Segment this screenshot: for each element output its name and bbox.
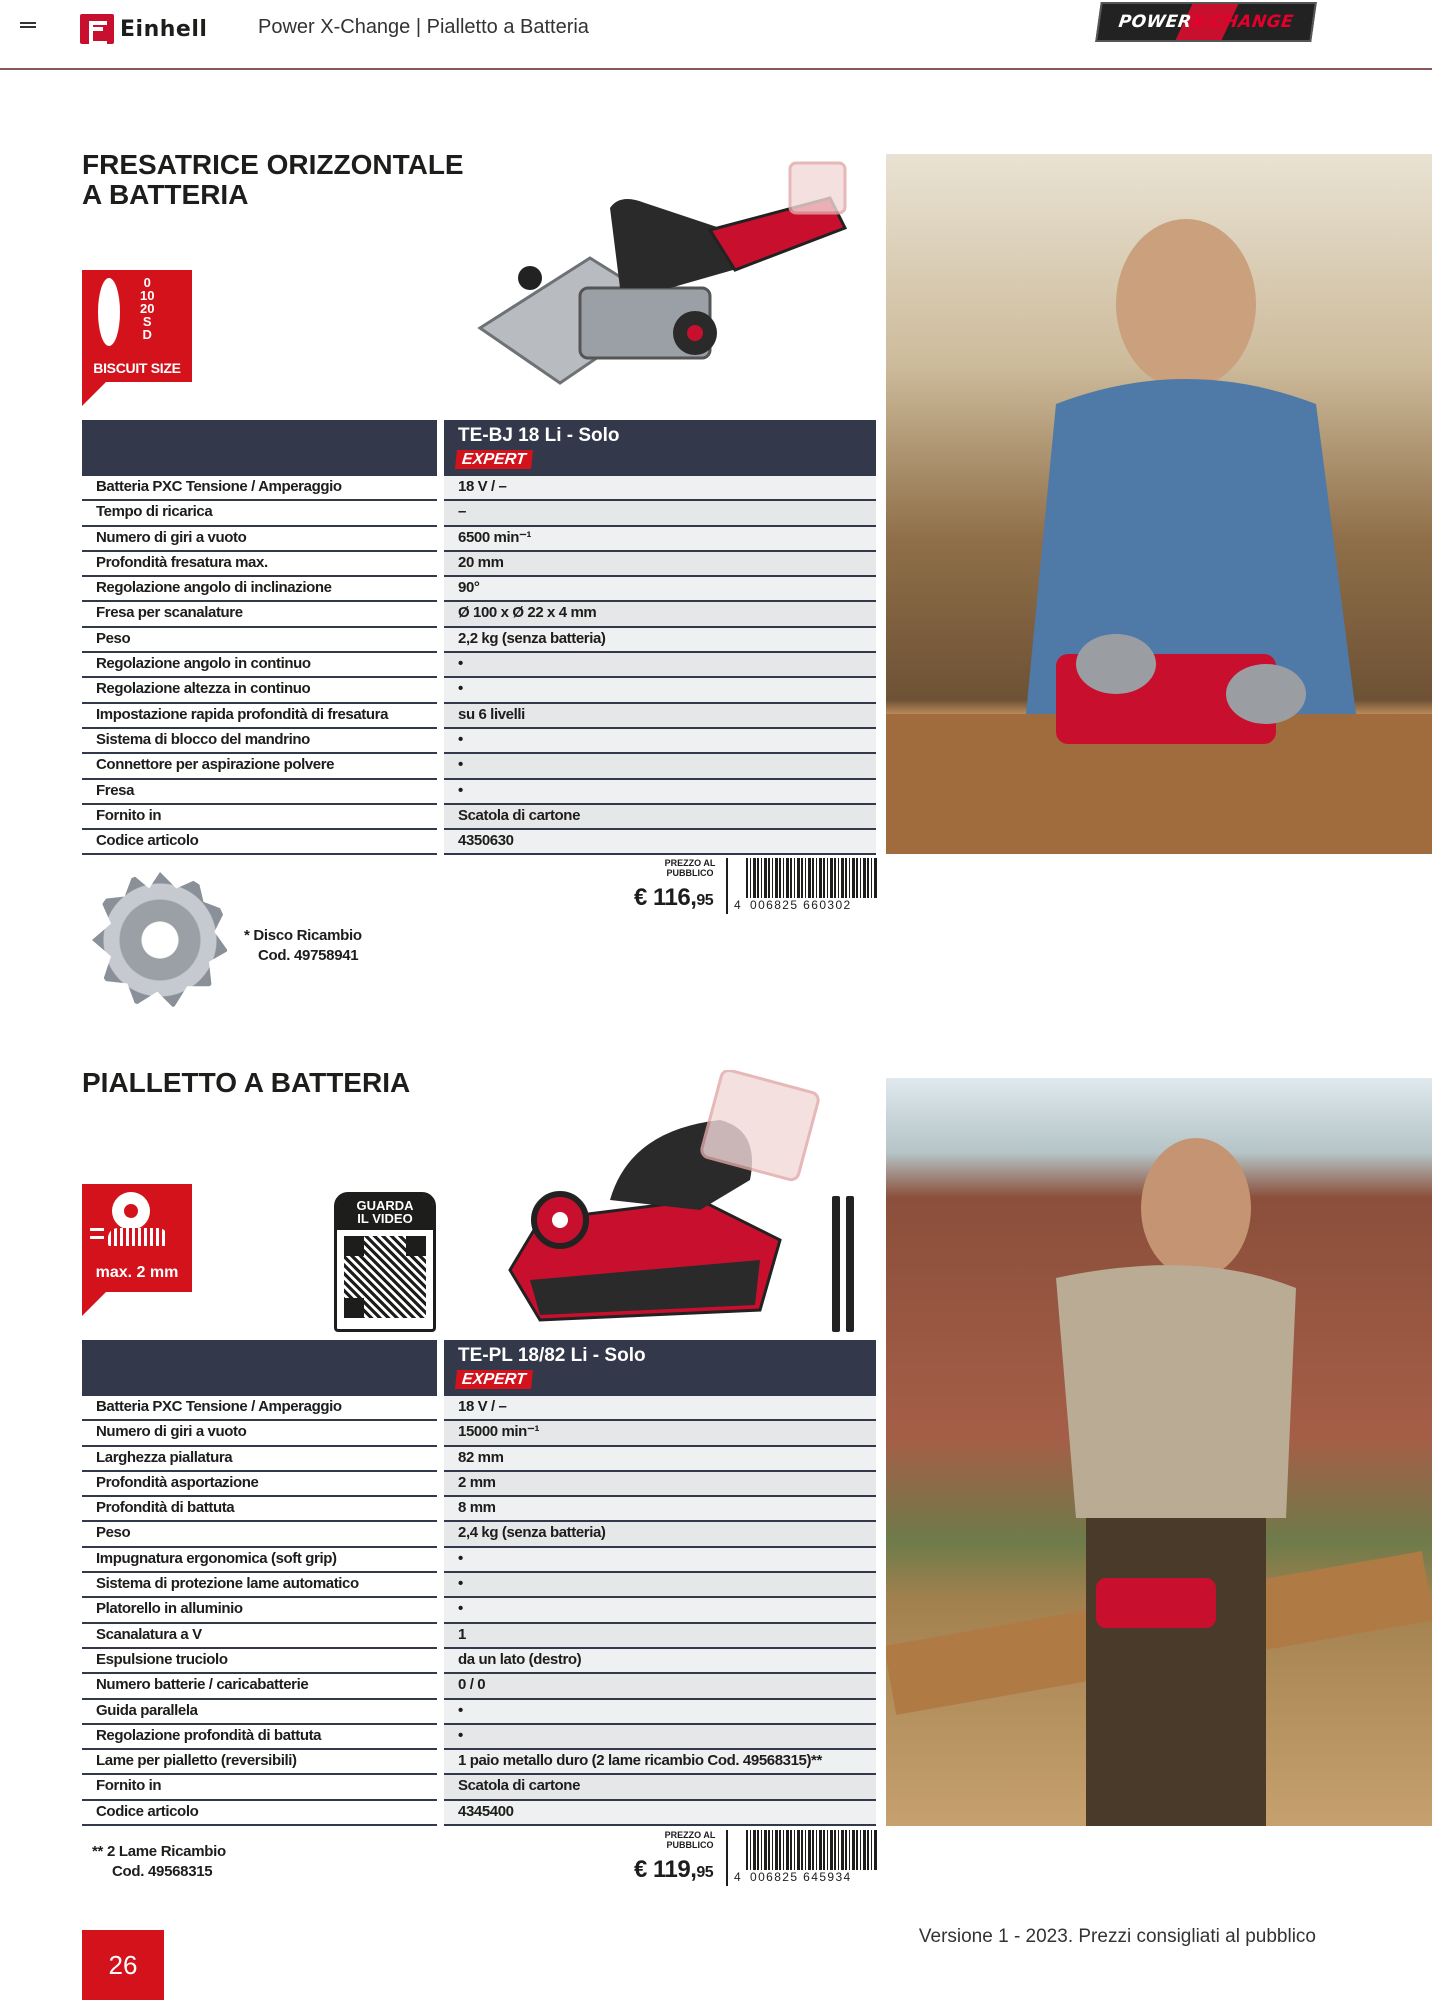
expert-badge: EXPERT: [455, 1370, 533, 1389]
spec-row: [82, 476, 876, 501]
spec-value: Ø 100 x Ø 22 x 4 mm: [444, 602, 876, 627]
brand-name: Einhell: [120, 16, 208, 42]
spec-label: Peso: [82, 1522, 437, 1547]
spec-label: Tempo di ricarica: [82, 501, 437, 526]
spec-value: •: [444, 1573, 876, 1598]
spec-label: Sistema di protezione lame automatico: [82, 1573, 437, 1598]
spec-label: Espulsione truciolo: [82, 1649, 437, 1674]
spec-value: •: [444, 1725, 876, 1750]
spec-value: –: [444, 501, 876, 526]
spec-label: Numero di giri a vuoto: [82, 1421, 437, 1446]
spec-label: Scanalatura a V: [82, 1624, 437, 1649]
planer-depth-icon: [112, 1192, 150, 1230]
page-number: 26: [82, 1930, 164, 2000]
spec-row: [82, 1548, 876, 1573]
model-name: TE-PL 18/82 Li - Solo: [458, 1345, 646, 1366]
section1-footnote: * Disco Ricambio Cod. 49758941: [244, 927, 362, 964]
spec-value: da un lato (destro): [444, 1649, 876, 1674]
spec-row: [82, 729, 876, 754]
spec-row: [82, 830, 876, 855]
spec-label: Regolazione profondità di battuta: [82, 1725, 437, 1750]
spec-value: 18 V / –: [444, 476, 876, 501]
spec-row: [82, 1750, 876, 1775]
spec-label: Regolazione altezza in continuo: [82, 678, 437, 703]
spec-label: Regolazione angolo in continuo: [82, 653, 437, 678]
spec-row: [82, 1801, 876, 1826]
spec-row: [82, 1522, 876, 1547]
spec-value: 18 V / –: [444, 1396, 876, 1421]
spec-row: [82, 1624, 876, 1649]
spec-row: [82, 1674, 876, 1699]
spec-value: •: [444, 678, 876, 703]
spec-value: •: [444, 1548, 876, 1573]
spec-label: Profondità asportazione: [82, 1472, 437, 1497]
spec-row: [82, 678, 876, 703]
spec-value: •: [444, 653, 876, 678]
einhell-logo-mark: [80, 14, 114, 44]
spec-value: 15000 min⁻¹: [444, 1421, 876, 1446]
barcode: 4 006825 660302: [734, 858, 878, 914]
spec-label: Fresa: [82, 780, 437, 805]
biscuit-joiner-lifestyle-photo: [886, 154, 1432, 854]
power-x-change-logo: POWERX-CHANGE: [1095, 2, 1317, 42]
spec-row: [82, 501, 876, 526]
spec-label: Profondità fresatura max.: [82, 552, 437, 577]
spec-value: 4350630: [444, 830, 876, 855]
spec-label: Codice articolo: [82, 830, 437, 855]
spec-row: [82, 1775, 876, 1800]
spec-value: 6500 min⁻¹: [444, 527, 876, 552]
spec-label: Codice articolo: [82, 1801, 437, 1826]
price-label: PREZZO AL PUBBLICO: [664, 1830, 716, 1850]
spec-row: [82, 805, 876, 830]
price: € 119,95: [634, 1856, 714, 1883]
spec-label: Regolazione angolo di inclinazione: [82, 577, 437, 602]
spec-value: 82 mm: [444, 1447, 876, 1472]
footer-text: Versione 1 - 2023. Prezzi consigliati al pubblico: [918, 1926, 1316, 1947]
menu-icon[interactable]: [20, 20, 36, 34]
spec-label: Batteria PXC Tensione / Amperaggio: [82, 1396, 437, 1421]
section1-title-line1: FRESATRICE ORIZZONTALE: [82, 149, 464, 180]
spec-row: [82, 628, 876, 653]
header-title: Power X-Change | Pialletto a Batteria: [258, 16, 589, 38]
max-depth-badge: [82, 1184, 192, 1292]
spec-value: •: [444, 754, 876, 779]
section1-title-line2: A BATTERIA: [82, 179, 249, 210]
spec-value: 2,4 kg (senza batteria): [444, 1522, 876, 1547]
spec-row: [82, 653, 876, 678]
qr-code-icon: [344, 1236, 426, 1318]
spec-table-header: [82, 1340, 876, 1396]
spec-value: su 6 livelli: [444, 704, 876, 729]
spec-value: 90°: [444, 577, 876, 602]
model-name: TE-BJ 18 Li - Solo: [458, 425, 620, 446]
spec-label: Sistema di blocco del mandrino: [82, 729, 437, 754]
spec-row: [82, 1649, 876, 1674]
spec-value: •: [444, 1598, 876, 1623]
spec-label: Fornito in: [82, 1775, 437, 1800]
spec-value: Scatola di cartone: [444, 1775, 876, 1800]
spare-blades-image: [832, 1196, 858, 1332]
section1-spec-table: [82, 420, 876, 855]
spec-row: [82, 1396, 876, 1421]
spec-table-header: [82, 420, 876, 476]
spec-row: [82, 527, 876, 552]
spec-value: •: [444, 729, 876, 754]
qr-label: GUARDA IL VIDEO: [337, 1195, 433, 1230]
spec-value: •: [444, 1700, 876, 1725]
section2-spec-table: [82, 1340, 876, 1826]
spec-row: [82, 1447, 876, 1472]
spec-value: 0 / 0: [444, 1674, 876, 1699]
spec-value: Scatola di cartone: [444, 805, 876, 830]
spec-row: [82, 1573, 876, 1598]
spec-row: [82, 1700, 876, 1725]
spec-row: [82, 1598, 876, 1623]
spec-row: [82, 602, 876, 627]
spec-value: •: [444, 780, 876, 805]
spec-label: Larghezza piallatura: [82, 1447, 437, 1472]
spec-label: Fresa per scanalature: [82, 602, 437, 627]
badge-label: BISCUIT SIZE: [93, 360, 181, 376]
biscuit-joiner-product-image: [470, 158, 850, 398]
spec-label: Numero batterie / caricabatterie: [82, 1674, 437, 1699]
expert-badge: EXPERT: [455, 450, 533, 469]
spec-label: Impostazione rapida profondità di fresatura: [82, 704, 437, 729]
spec-value: 2,2 kg (senza batteria): [444, 628, 876, 653]
section1-title: [82, 150, 464, 210]
spec-row: [82, 1472, 876, 1497]
price-label: PREZZO AL PUBBLICO: [664, 858, 716, 878]
spec-row: [82, 552, 876, 577]
einhell-logo: [80, 14, 207, 44]
barcode: 4 006825 645934: [734, 1830, 878, 1886]
spare-disc-image: [92, 872, 228, 1008]
spec-label: Connettore per aspirazione polvere: [82, 754, 437, 779]
spec-row: [82, 1725, 876, 1750]
spec-row: [82, 704, 876, 729]
spec-row: [82, 1421, 876, 1446]
spec-label: Guida parallela: [82, 1700, 437, 1725]
section2-footnote: ** 2 Lame Ricambio Cod. 49568315: [92, 1843, 226, 1880]
spec-row: [82, 577, 876, 602]
section2-title: PIALLETTO A BATTERIA: [82, 1067, 411, 1098]
spec-value: 4345400: [444, 1801, 876, 1826]
spec-label: Numero di giri a vuoto: [82, 527, 437, 552]
price: € 116,95: [634, 884, 714, 911]
planer-product-image: [500, 1070, 820, 1330]
spec-label: Platorello in alluminio: [82, 1598, 437, 1623]
spec-value: 8 mm: [444, 1497, 876, 1522]
spec-value: 2 mm: [444, 1472, 876, 1497]
spec-row: [82, 780, 876, 805]
spec-row: [82, 1497, 876, 1522]
spec-value: 20 mm: [444, 552, 876, 577]
page-header: [0, 0, 1432, 70]
planer-lifestyle-photo: [886, 1078, 1432, 1826]
video-qr-code[interactable]: [334, 1192, 436, 1332]
spec-label: Impugnatura ergonomica (soft grip): [82, 1548, 437, 1573]
spec-label: Batteria PXC Tensione / Amperaggio: [82, 476, 437, 501]
spec-label: Peso: [82, 628, 437, 653]
biscuit-icon: [98, 278, 120, 346]
biscuit-sizes: 0 10 20 S D: [140, 275, 155, 342]
spec-value: 1: [444, 1624, 876, 1649]
biscuit-size-badge: [82, 270, 192, 382]
badge-label: max. 2 mm: [95, 1264, 179, 1281]
spec-value: 1 paio metallo duro (2 lame ricambio Cod. 49568315)**: [444, 1750, 876, 1775]
spec-label: Fornito in: [82, 805, 437, 830]
spec-label: Lame per pialletto (reversibili): [82, 1750, 437, 1775]
spec-label: Profondità di battuta: [82, 1497, 437, 1522]
spec-row: [82, 754, 876, 779]
